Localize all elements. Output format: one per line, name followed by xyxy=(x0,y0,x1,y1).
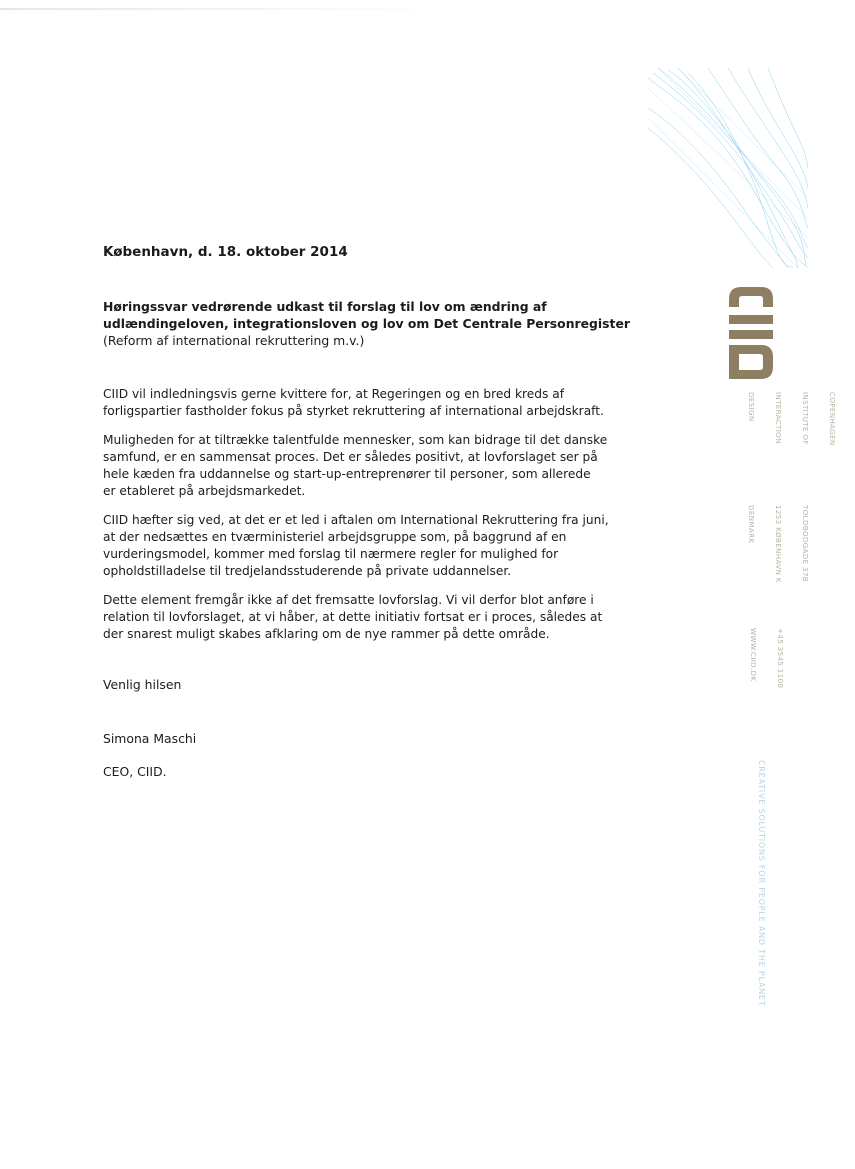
sidebar-contact xyxy=(740,628,803,688)
sidebar-institute-name xyxy=(738,392,855,446)
top-edge-line xyxy=(0,8,450,10)
body-paragraph: Dette element fremgår ikke af det fremsatte lovforslag. Vi vil derfor blot anføre i relation til lovforslaget, at vi håber, at dette initiativ fortsat er i proces, således at der snarest muligt skabes afklaring om de nye rammer på dette område. xyxy=(103,593,603,641)
sidebar-phone: +45 3545 1100 xyxy=(776,628,785,689)
body-paragraph: Muligheden for at tiltrække talentfulde mennesker, som kan bidrage til det danske samfund, er en sammensat proces. Det er således positivt, at lovforslaget ser på hele kæden fra uddannelse og start-up-entreprenører til personer, som allerede er etableret på arbejdsmarkedet. xyxy=(103,433,608,498)
signer-title: CEO, CIID. xyxy=(103,764,167,779)
sidebar-institute-line: INSTITUTE OF xyxy=(801,392,810,445)
signer-name: Simona Maschi xyxy=(103,731,197,746)
sidebar-address-line: TOLDBODGADE 37B xyxy=(801,505,810,583)
sidebar-institute-line: INTERACTION xyxy=(774,392,783,444)
letter-body xyxy=(103,386,663,655)
sidebar-address-line: 1253 KØBENHAVN K xyxy=(774,505,783,583)
body-paragraph: CIID vil indledningsvis gerne kvittere for, at Regeringen og en bred kreds af forligspartier fastholder fokus på styrket rekruttering af international arbejdskraft. xyxy=(103,387,604,418)
ciid-logo xyxy=(727,285,775,381)
sidebar-institute-line: COPENHAGEN xyxy=(828,392,837,446)
sidebar-address-line: DENMARK xyxy=(747,505,756,544)
sidebar-tagline: CREATIVE SOLUTIONS FOR PEOPLE AND THE PLANET xyxy=(757,760,766,1007)
letter-closing: Venlig hilsen xyxy=(103,677,182,692)
body-paragraph: CIID hæfter sig ved, at det er et led i aftalen om International Rekruttering fra juni, at der nedsættes en tværministeriel arbejdsgruppe som, på baggrund af en vurderingsmodel, kommer med forslag til nærmere regler for mulighed for opholdstilladelse til tredjelandsstuderende på private uddannelser. xyxy=(103,513,609,578)
sidebar-website: WWW.CIID.DK xyxy=(749,628,758,682)
subject-line: Høringssvar vedrørende udkast til forslag til lov om ændring af xyxy=(103,299,547,314)
sidebar-institute-line: DESIGN xyxy=(747,392,756,422)
subject-line: udlændingeloven, integrationsloven og lov om Det Centrale Personregister xyxy=(103,316,630,331)
sidebar-address xyxy=(738,505,828,583)
subject-subtitle: (Reform af international rekruttering m.v.) xyxy=(103,333,365,348)
letter-subject xyxy=(103,298,663,349)
letter-date: København, d. 18. oktober 2014 xyxy=(103,244,348,260)
decorative-wave-graphic xyxy=(648,68,808,268)
